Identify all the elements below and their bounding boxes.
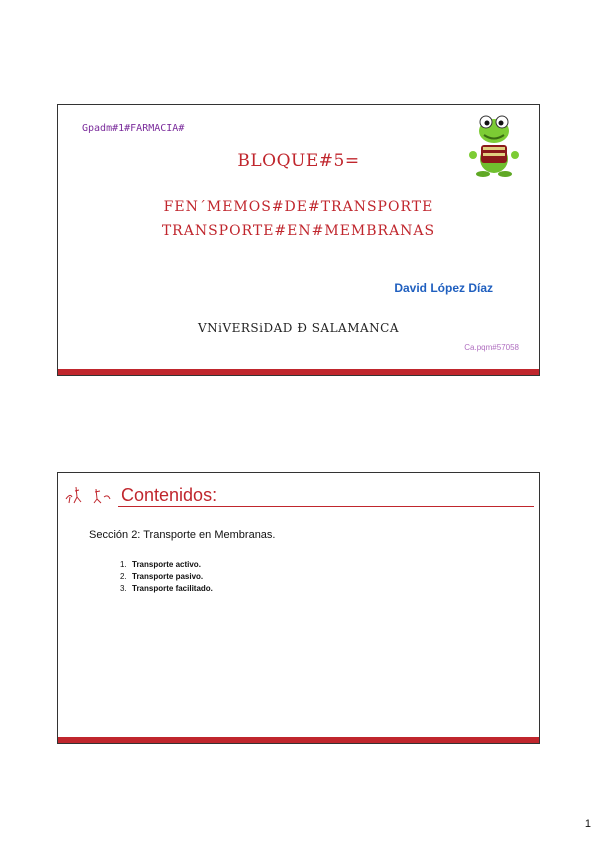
- course-label: Gpadm#1#FARMACIA#: [82, 123, 185, 134]
- contents-list: [120, 559, 213, 595]
- section-title: Sección 2: Transporte en Membranas.: [89, 529, 276, 541]
- university-logo-text: VNiVERSiDAD Ð SALAMANCA: [197, 321, 400, 335]
- list-item: 2. Transporte pasivo.: [120, 572, 204, 581]
- block-title: BLOQUE#5=: [237, 151, 360, 171]
- page-number: 1: [584, 818, 591, 830]
- heading-underline: [118, 506, 534, 507]
- topic-line-1: FEN´MEMOS#DE#TRANSPORTE: [163, 199, 434, 215]
- slide-heading: Contenidos:: [121, 485, 218, 505]
- title-slide: [57, 104, 540, 376]
- sketch-figures-icon: [62, 479, 114, 505]
- slide-bottom-bar: [58, 737, 539, 743]
- topic-line-2: TRANSPORTE#EN#MEMBRANAS: [161, 223, 436, 239]
- slide-bottom-bar: [58, 369, 539, 375]
- author-name: David López Díaz: [394, 281, 493, 295]
- list-item: 3. Transporte facilitado.: [120, 584, 213, 593]
- course-code: Ca.pqm#57058: [464, 343, 519, 352]
- contents-slide: [57, 472, 540, 744]
- list-item: 1. Transporte activo.: [120, 560, 201, 569]
